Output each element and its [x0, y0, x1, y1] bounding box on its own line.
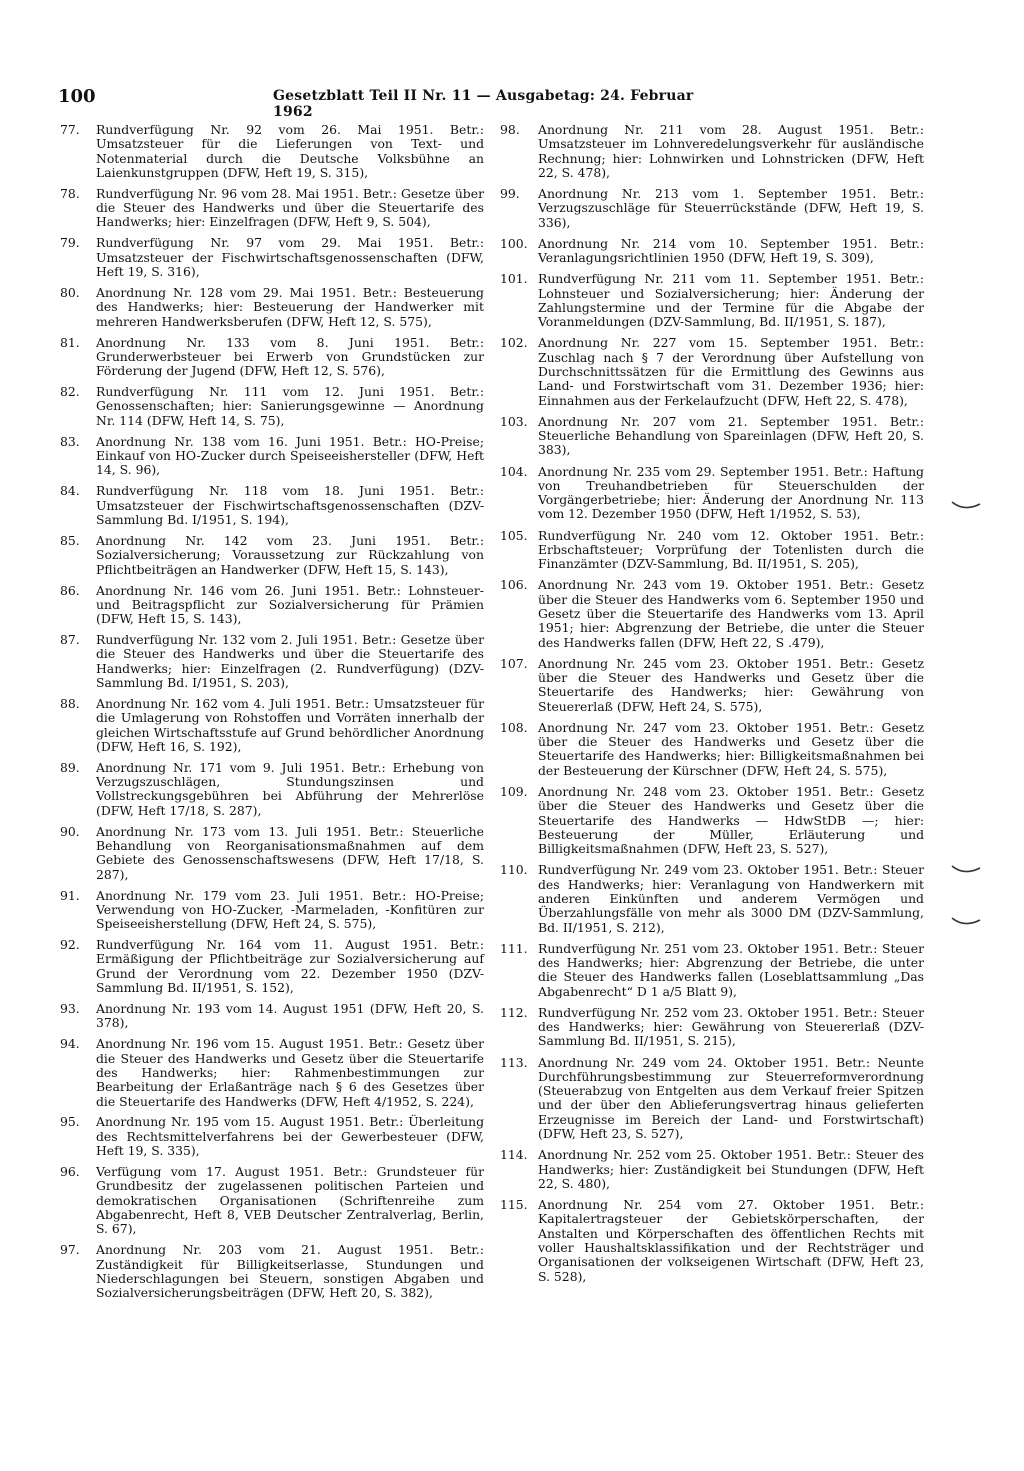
entry-text: Anordnung Nr. 235 vom 29. September 1951. Betr.: Haftung von Treuhandbetrieben für Steuerschulden der Vorgängerbetriebe; hier: Änderung der Anordnung Nr. 113 vom 12. Dezember 1950 (DFW, Heft 1/1952, S. 53), — [538, 463, 924, 522]
entry-number: 80. — [60, 285, 80, 301]
list-item — [60, 286, 484, 329]
list-item — [60, 435, 484, 478]
list-item — [60, 1165, 484, 1236]
entry-number: 109. — [500, 783, 528, 799]
right-column — [500, 123, 924, 1291]
list-item — [500, 465, 924, 522]
list-item — [500, 721, 924, 778]
entry-text: Anordnung Nr. 247 vom 23. Oktober 1951. Betr.: Gesetz über die Steuer des Handwerks und Gesetz über die Steuertarife des Handwerks; hier: Billigkeitsmaßnahmen bei der Besteuerung der Kürschner (DFW, Heft 24, S. 575), — [538, 719, 924, 778]
entry-number: 84. — [60, 483, 80, 499]
entry-text: Rundverfügung Nr. 251 vom 23. Oktober 1951. Betr.: Steuer des Handwerks; hier: Abgrenzung der Betriebe, die unter die Steuer des Handwerks fallen (Loseblattsammlung „Das Abgabenrecht“ D 1 a/5 Blatt 9), — [538, 940, 924, 999]
entry-number: 87. — [60, 632, 80, 648]
entry-text: Rundverfügung Nr. 118 vom 18. Juni 1951. Betr.: Umsatzsteuer der Fischwirtschaftsgenossenschaften (DZV-Sammlung Bd. I/1951, S. 194), — [96, 483, 484, 527]
entry-text: Anordnung Nr. 252 vom 25. Oktober 1951. Betr.: Steuer des Handwerks; hier: Zuständigkeit bei Stundungen (DFW, Heft 22, S. 480), — [538, 1147, 924, 1191]
entry-text: Anordnung Nr. 196 vom 15. August 1951. Betr.: Gesetz über die Steuer des Handwerks und Gesetz über die Steuertarife des Handwerks; hier: Rahmenbestimmungen zur Bearbeitung der Erlaßanträge nach § 6 des Gesetzes über die Steuertarife des Handwerks (DFW, Heft 4/1952, S. 224), — [96, 1036, 484, 1109]
list-item — [60, 1037, 484, 1108]
entry-text: Anordnung Nr. 243 vom 19. Oktober 1951. Betr.: Gesetz über die Steuer des Handwerks vom 6. September 1950 und Gesetz über die Steuertarife des Handwerks vom 13. April 1951; hier: Abgrenzung der Betriebe, die unter die Steuer des Handwerks fallen (DFW, Heft 22, S .479), — [538, 577, 924, 650]
margin-check-mark-icon — [950, 914, 982, 928]
entry-number: 86. — [60, 582, 80, 598]
entry-number: 97. — [60, 1242, 80, 1258]
list-item — [500, 272, 924, 329]
list-item — [60, 889, 484, 932]
entry-number: 99. — [500, 186, 520, 202]
entry-text: Anordnung Nr. 133 vom 8. Juni 1951. Betr.: Grunderwerbsteuer bei Erwerb von Grundstücken zur Förderung der Jugend (DFW, Heft 12, S. 576), — [96, 334, 484, 379]
entry-text: Rundverfügung Nr. 96 vom 28. Mai 1951. Betr.: Gesetze über die Steuer des Handwerks und über die Steuertarife des Handwerks; hier: Einzelfragen (DFW, Heft 9, S. 504), — [96, 185, 484, 230]
entry-number: 90. — [60, 823, 80, 839]
header-title: Gesetzblatt Teil II Nr. 11 — Ausgabetag: 24. Februar 1962 — [273, 88, 694, 120]
list-item — [500, 187, 924, 230]
page-number: 100 — [58, 86, 96, 107]
list-item — [500, 1198, 924, 1284]
list-item — [500, 1056, 924, 1142]
margin-check-mark-icon — [950, 498, 982, 512]
entry-text: Anordnung Nr. 207 vom 21. September 1951. Betr.: Steuerliche Behandlung von Spareinlagen (DFW, Heft 20, S. 383), — [538, 413, 924, 458]
entry-text: Verfügung vom 17. August 1951. Betr.: Grundsteuer für Grundbesitz der zugelassenen politischen Parteien und demokratischen Organisationen (Schriftenreihe zum Abgabenrecht, Heft 8, VEB Deutscher Zentralverlag, Berlin, S. 67), — [96, 1164, 484, 1237]
entry-text: Anordnung Nr. 162 vom 4. Juli 1951. Betr.: Umsatzsteuer für die Umlagerung von Rohstoffen und Vorräten innerhalb der gleichen Wirtschaftsstufe auf Grund behördlicher Anordnung (DFW, Heft 16, S. 192), — [96, 695, 484, 754]
list-item — [500, 529, 924, 572]
entry-text: Anordnung Nr. 138 vom 16. Juni 1951. Betr.: HO-Preise; Einkauf von HO-Zucker durch Speiseeishersteller (DFW, Heft 14, S. 96), — [96, 433, 484, 478]
entry-text: Anordnung Nr. 211 vom 28. August 1951. Betr.: Umsatzsteuer im Lohnveredelungsverkehr für ausländische Rechnung; hier: Lohnwirken und Lohnstricken (DFW, Heft 22, S. 478), — [538, 122, 924, 180]
entry-number: 82. — [60, 384, 80, 400]
list-item — [500, 863, 924, 934]
entry-number: 113. — [500, 1054, 528, 1070]
list-item — [60, 336, 484, 379]
entry-number: 92. — [60, 937, 80, 953]
list-item — [60, 697, 484, 754]
entry-number: 101. — [500, 271, 528, 287]
entry-number: 85. — [60, 532, 80, 548]
entry-number: 108. — [500, 719, 528, 735]
entry-text: Anordnung Nr. 227 vom 15. September 1951. Betr.: Zuschlag nach § 7 der Verordnung über Aufstellung von Durchschnittssätzen für die Ermittlung des Gewinns aus Land- und Forstwirtschaft vom 31. Dezember 1936; hier: Einnahmen aus der Ferkelaufzucht (DFW, Heft 22, S. 478), — [538, 335, 924, 408]
entry-text: Anordnung Nr. 142 vom 23. Juni 1951. Betr.: Sozialversicherung; Voraussetzung zur Rückzahlung von Pflichtbeiträgen an Handwerker (DFW, Heft 15, S. 143), — [96, 532, 484, 577]
entry-number: 107. — [500, 655, 528, 671]
entry-number: 77. — [60, 122, 80, 137]
page-header — [58, 86, 718, 120]
list-item — [60, 1243, 484, 1300]
list-item — [500, 415, 924, 458]
entry-number: 83. — [60, 433, 80, 449]
entry-number: 96. — [60, 1164, 80, 1180]
list-item — [60, 187, 484, 230]
list-item — [500, 1148, 924, 1191]
list-item — [60, 1002, 484, 1031]
entry-text: Anordnung Nr. 195 vom 15. August 1951. Betr.: Überleitung des Rechtsmittelverfahrens bei der Gewerbesteuer (DFW, Heft 19, S. 335), — [96, 1114, 484, 1159]
entry-text: Rundverfügung Nr. 92 vom 26. Mai 1951. Betr.: Umsatzsteuer für die Lieferungen von Text- und Notenmaterial durch die Deutsche Volksbühne an Laienkunstgruppen (DFW, Heft 19, S. 315), — [96, 122, 484, 180]
entry-text: Rundverfügung Nr. 240 vom 12. Oktober 1951. Betr.: Erbschaftsteuer; Vorprüfung der Totenlisten durch die Finanzämter (DZV-Sammlung, Bd. II/1951, S. 205), — [538, 527, 924, 572]
entry-text: Anordnung Nr. 171 vom 9. Juli 1951. Betr.: Erhebung von Verzugszuschlägen, Stundungszinsen und Vollstreckungsgebühren bei Abführung der Mehrerlöse (DFW, Heft 17/18, S. 287), — [96, 759, 484, 818]
entry-number: 95. — [60, 1114, 80, 1130]
list-item — [500, 237, 924, 266]
list-item — [60, 1115, 484, 1158]
entry-number: 102. — [500, 335, 528, 351]
entry-number: 98. — [500, 122, 520, 137]
entry-number: 78. — [60, 185, 80, 201]
entry-text: Rundverfügung Nr. 164 vom 11. August 1951. Betr.: Ermäßigung der Pflichtbeiträge zur Sozialversicherung auf Grund der Verordnung vom 22. Dezember 1950 (DZV-Sammlung Bd. II/1951, S. 152), — [96, 937, 484, 996]
entry-number: 105. — [500, 527, 528, 543]
entry-text: Anordnung Nr. 146 vom 26. Juni 1951. Betr.: Lohnsteuer- und Beitragspflicht zur Sozialversicherung für Prämien (DFW, Heft 15, S. 143), — [96, 582, 484, 627]
entry-number: 81. — [60, 334, 80, 350]
entry-number: 93. — [60, 1001, 80, 1017]
entry-text: Rundverfügung Nr. 132 vom 2. Juli 1951. Betr.: Gesetze über die Steuer des Handwerks und über die Steuertarife des Handwerks; hier: Einzelfragen (2. Rundverfügung) (DZV-Sammlung Bd. I/1951, S. 203), — [96, 632, 484, 690]
entry-number: 91. — [60, 887, 80, 903]
entry-number: 103. — [500, 413, 528, 429]
entry-number: 115. — [500, 1197, 528, 1213]
entry-number: 104. — [500, 463, 528, 479]
entry-number: 111. — [500, 940, 528, 956]
list-item — [60, 633, 484, 690]
list-item — [60, 484, 484, 527]
list-item — [60, 385, 484, 428]
entry-text: Rundverfügung Nr. 249 vom 23. Oktober 1951. Betr.: Steuer des Handwerks; hier: Veranlagung von Handwerkern mit anderen Einkünften und anderem Vermögen und Überzahlungsfälle von mehr als 3000 DM (DZV-Sammlung, Bd. II/1951, S. 212), — [538, 862, 924, 935]
entry-number: 110. — [500, 862, 528, 878]
entry-text: Anordnung Nr. 179 vom 23. Juli 1951. Betr.: HO-Preise; Verwendung von HO-Zucker, -Marmeladen, -Konfitüren zur Speiseeisherstellung (DFW, Heft 24, S. 575), — [96, 887, 484, 932]
list-item — [500, 785, 924, 856]
list-item — [60, 534, 484, 577]
entry-text: Anordnung Nr. 128 vom 29. Mai 1951. Betr.: Besteuerung des Handwerks; hier: Besteuerung der Handwerker mit mehreren Handwerksberufen (DFW, Heft 12, S. 575), — [96, 285, 484, 329]
entry-number: 88. — [60, 695, 80, 711]
entry-text: Anordnung Nr. 213 vom 1. September 1951. Betr.: Verzugszuschläge für Steuerrückstände (DFW, Heft 19, S. 336), — [538, 186, 924, 230]
entry-number: 89. — [60, 759, 80, 775]
entry-text: Anordnung Nr. 214 vom 10. September 1951. Betr.: Veranlagungsrichtlinien 1950 (DFW, Heft 19, S. 309), — [538, 235, 924, 266]
left-column — [60, 123, 484, 1307]
entry-text: Rundverfügung Nr. 111 vom 12. Juni 1951. Betr.: Genossenschaften; hier: Sanierungsgewinne — Anordnung Nr. 114 (DFW, Heft 14, S. 75), — [96, 384, 484, 428]
entry-text: Rundverfügung Nr. 252 vom 23. Oktober 1951. Betr.: Steuer des Handwerks; hier: Gewährung von Steuererlaß (DZV-Sammlung Bd. II/1951, S. 215), — [538, 1004, 924, 1049]
list-item — [60, 938, 484, 995]
list-item — [60, 584, 484, 627]
list-item — [500, 336, 924, 407]
entry-text: Anordnung Nr. 254 vom 27. Oktober 1951. Betr.: Kapitalertragsteuer der Gebietskörperschaften, der Anstalten und Körperschaften des öffentlichen Rechts mit voller Haushaltsklassifikation und der Rechtsträger und Organisationen der volkseigenen Wirtschaft (DFW, Heft 23, S. 528), — [538, 1197, 924, 1284]
entry-text: Anordnung Nr. 245 vom 23. Oktober 1951. Betr.: Gesetz über die Steuer des Handwerks und Gesetz über die Steuertarife des Handwerks; hier: Gewährung von Steuererlaß (DFW, Heft 24, S. 575), — [538, 655, 924, 714]
list-item — [60, 761, 484, 818]
list-item — [60, 825, 484, 882]
entry-number: 100. — [500, 235, 528, 251]
entry-text: Anordnung Nr. 203 vom 21. August 1951. Betr.: Zuständigkeit für Billigkeitserlasse, Stundungen und Niederschlagungen bei Steuern, sonstigen Abgaben und Sozialversicherungsbeiträgen (DFW, Heft 20, S. 382), — [96, 1242, 484, 1301]
entry-number: 114. — [500, 1147, 528, 1163]
entry-text: Anordnung Nr. 193 vom 14. August 1951 (DFW, Heft 20, S. 378), — [96, 1001, 484, 1031]
list-item — [500, 123, 924, 180]
list-item — [500, 942, 924, 999]
margin-marks — [950, 0, 990, 1471]
margin-check-mark-icon — [950, 862, 982, 876]
entry-text: Rundverfügung Nr. 97 vom 29. Mai 1951. Betr.: Umsatzsteuer der Fischwirtschaftsgenossenschaften (DFW, Heft 19, S. 316), — [96, 235, 484, 280]
entry-number: 94. — [60, 1036, 80, 1052]
list-item — [60, 123, 484, 180]
entry-text: Anordnung Nr. 173 vom 13. Juli 1951. Betr.: Steuerliche Behandlung von Reorganisationsmaßnahmen auf dem Gebiete des Genossenschaftswesens (DFW, Heft 17/18, S. 287), — [96, 823, 484, 882]
list-item — [60, 236, 484, 279]
list-item — [500, 1006, 924, 1049]
entry-number: 112. — [500, 1004, 528, 1020]
entry-text: Anordnung Nr. 248 vom 23. Oktober 1951. Betr.: Gesetz über die Steuer des Handwerks und Gesetz über die Steuertarife des Handwerks — HdwStDB —; hier: Besteuerung der Müller, Erläuterung und Billigkeitsmaßnahmen (DFW, Heft 23, S. 527), — [538, 783, 924, 857]
list-item — [500, 578, 924, 649]
entry-text: Anordnung Nr. 249 vom 24. Oktober 1951. Betr.: Neunte Durchführungsbestimmung zur Steuerreformverordnung (Steuerabzug von Entgelten aus dem Verkauf freier Spitzen und der über den Ablieferungsvertrag hinaus gelieferten Erzeugnisse im Bereich der Land- und Forstwirtschaft) (DFW, Heft 23, S. 527), — [538, 1054, 924, 1142]
entry-text: Rundverfügung Nr. 211 vom 11. September 1951. Betr.: Lohnsteuer und Sozialversicherung; hier: Änderung der Zahlungstermine und der Termine für die Abgabe der Voranmeldungen (DZV-Sammlung, Bd. II/1951, S. 187), — [538, 271, 924, 330]
entry-number: 106. — [500, 577, 528, 593]
list-item — [500, 657, 924, 714]
entry-number: 79. — [60, 235, 80, 251]
